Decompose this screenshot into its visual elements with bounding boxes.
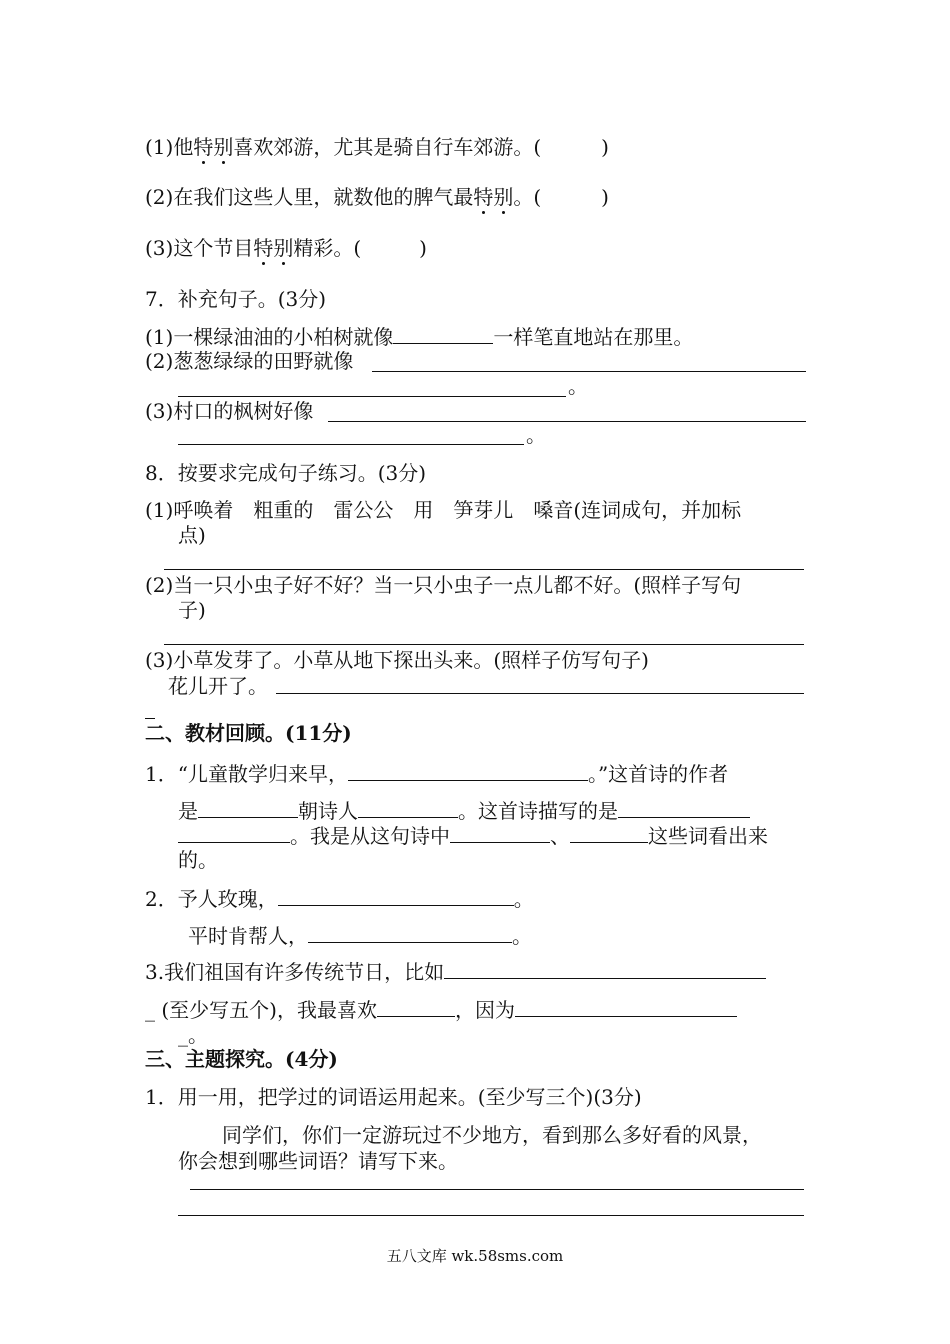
answer-line[interactable] — [276, 693, 804, 694]
answer-blank[interactable] — [450, 822, 550, 843]
s2-question-1-line3: 。我是从这句诗中 、 这些词看出来 — [178, 822, 768, 849]
answer-line[interactable] — [190, 1189, 804, 1190]
q8-sentence-2: (2)当一只小虫子好不好？当一只小虫子一点儿都不好。(照样子写句 — [145, 573, 742, 597]
answer-blank[interactable] — [198, 797, 298, 818]
s2-question-3-line3: _。 — [178, 1023, 208, 1047]
q7-sentence-1: (1)一棵绿油油的小柏树就像 一样笔直地站在那里。 — [145, 325, 694, 349]
answer-line[interactable] — [178, 1215, 804, 1216]
s2-question-1-line2: 是 朝诗人 。这首诗描写的是 — [178, 797, 750, 824]
answer-blank[interactable] — [377, 996, 455, 1017]
answer-line[interactable] — [328, 421, 806, 422]
s2-question-2b: 平时肯帮人， 。 — [188, 924, 532, 948]
s2-question-3: 3.我们祖国有许多传统节日，比如 — [145, 958, 766, 985]
s3-paragraph-line2: 你会想到哪些词语？请写下来。 — [178, 1149, 458, 1173]
s2-question-1: 1．“儿童散学归来早， 。”这首诗的作者 — [145, 762, 729, 786]
section-2-title: 二、教材回顾。(11分) — [145, 721, 352, 745]
answer-blank[interactable] — [570, 822, 648, 843]
s3-paragraph-line1: 同学们，你们一定游玩过不少地方，看到那么多好看的风景， — [222, 1123, 762, 1147]
q8-title: 8．按要求完成句子练习。(3分) — [145, 461, 427, 485]
answer-blank[interactable] — [348, 760, 588, 781]
q7-title: 7．补充句子。(3分) — [145, 287, 327, 311]
answer-blank[interactable] — [618, 797, 750, 818]
q8-sentence-1-cont: 点) — [178, 523, 206, 547]
answer-line[interactable] — [164, 569, 804, 570]
s3-question-1: 1．用一用，把学过的词语运用起来。(至少写三个)(3分) — [145, 1085, 642, 1109]
s2-question-3-line2: _ (至少写五个)，我最喜欢 ，因为 — [145, 996, 737, 1023]
s2-question-1-line4: 的。 — [178, 848, 218, 872]
footer-watermark: 五八文库 wk.58sms.com — [386, 1247, 564, 1265]
q8-sentence-2-cont: 子) — [178, 598, 206, 622]
answer-line[interactable] — [178, 396, 566, 397]
q7-sentence-2-end: 。 — [568, 374, 588, 398]
answer-blank[interactable] — [515, 996, 737, 1017]
answer-line-tail — [145, 718, 155, 719]
q8-sentence-3: (3)小草发芽了。小草从地下探出头来。(照样子仿写句子) — [145, 648, 649, 672]
answer-blank[interactable] — [358, 797, 458, 818]
q8-sentence-1: (1)呼唤着 粗重的 雷公公 用 笋芽儿 嗓音(连词成句，并加标 — [145, 498, 742, 522]
section-3-title: 三、主题探究。(4分) — [145, 1047, 338, 1071]
answer-line[interactable] — [372, 371, 806, 372]
answer-line[interactable] — [178, 444, 524, 445]
answer-blank[interactable] — [278, 885, 514, 906]
q6-sentence-2: (2)在我们这些人里，就数他的脾气最特别。( ) — [145, 185, 609, 209]
answer-blank[interactable] — [308, 922, 512, 943]
q7-sentence-3-end: 。 — [526, 423, 546, 447]
q6-sentence-1: (1)他特别喜欢郊游，尤其是骑自行车郊游。( ) — [145, 135, 609, 159]
q7-sentence-2: (2)葱葱绿绿的田野就像 — [145, 349, 354, 373]
q7-sentence-3: (3)村口的枫树好像 — [145, 399, 314, 423]
answer-blank[interactable] — [178, 822, 290, 843]
q8-sentence-3-prompt: 花儿开了。 — [168, 674, 268, 698]
q6-sentence-3: (3)这个节目特别精彩。( ) — [145, 236, 427, 260]
s2-question-2: 2．予人玫瑰， 。 — [145, 887, 534, 911]
answer-blank[interactable] — [444, 958, 766, 979]
answer-line[interactable] — [164, 644, 804, 645]
answer-blank[interactable] — [393, 323, 493, 344]
